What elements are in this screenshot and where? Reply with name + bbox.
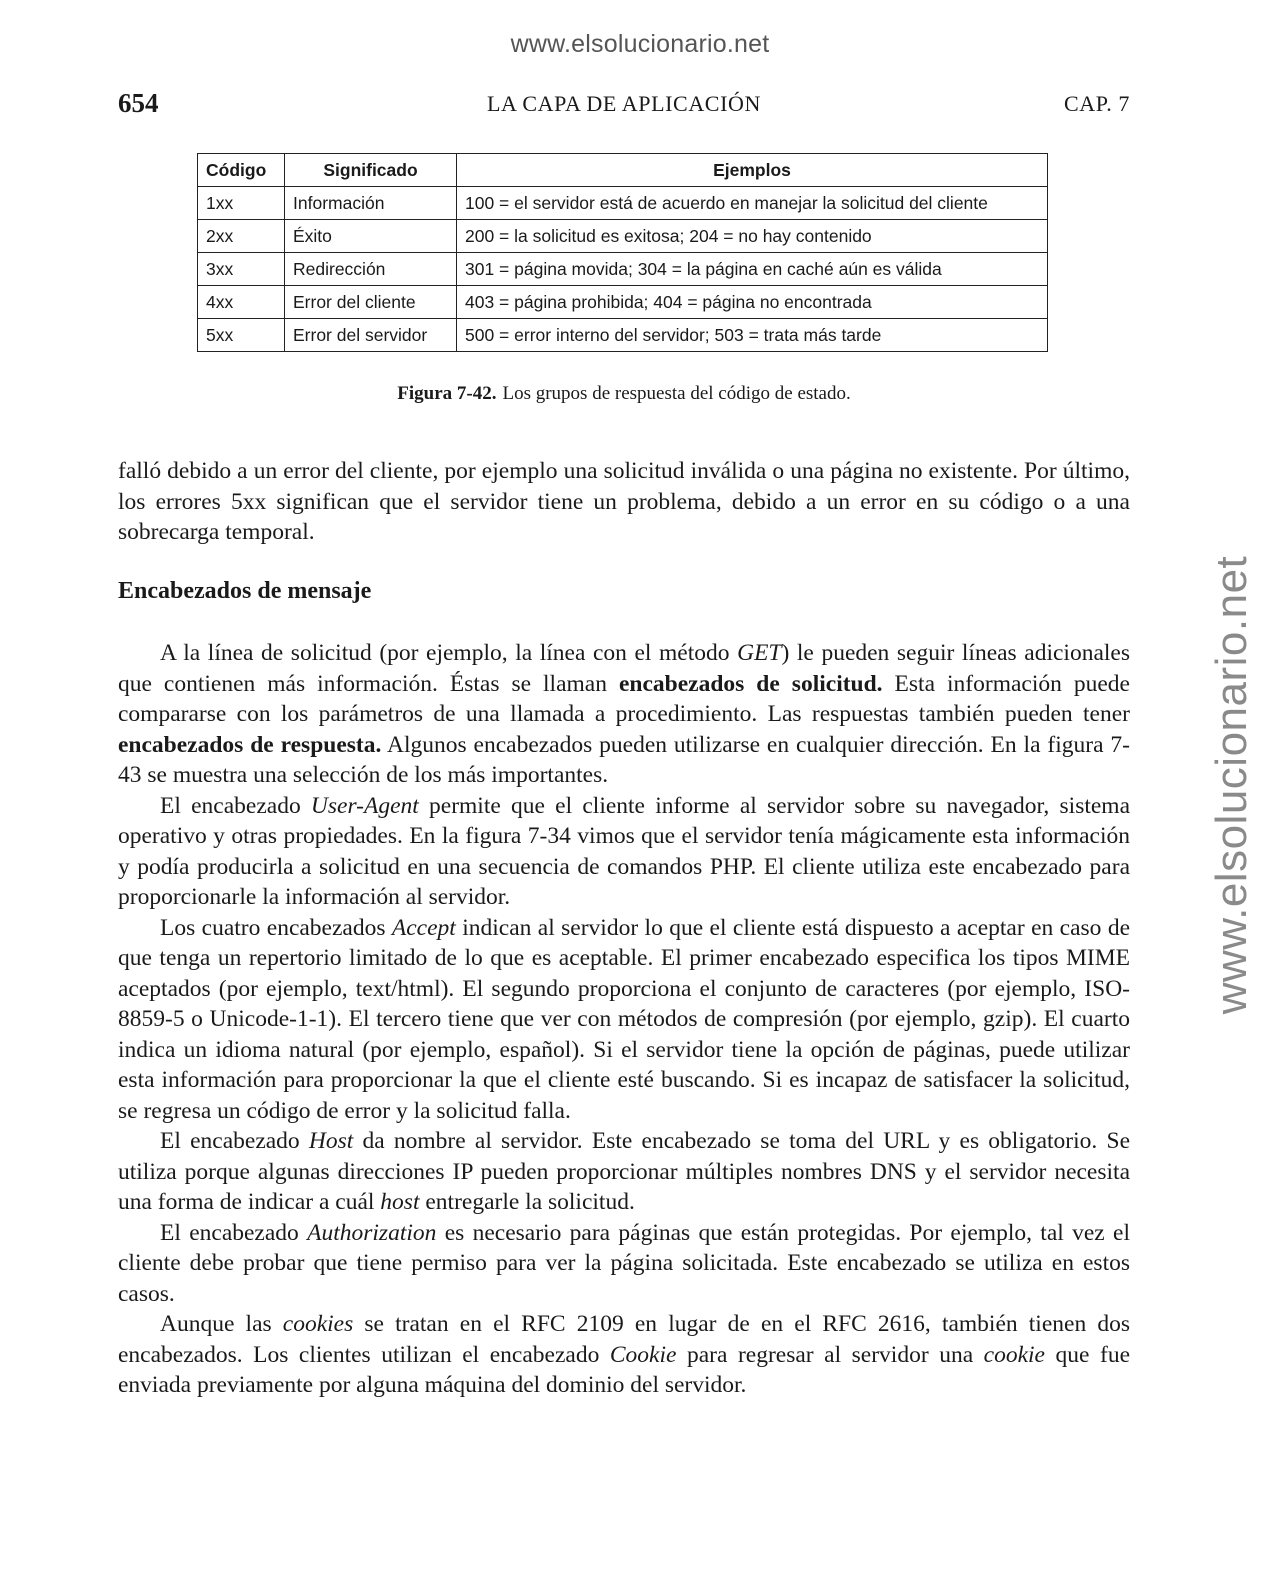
chapter-title: LA CAPA DE APLICACIÓN <box>486 91 761 116</box>
paragraph-request-headers: A la línea de solicitud (por ejemplo, la línea con el método GET) le pueden seguir líneas adicionales que contienen más información. Éstas se llaman encabezados de solicitud. Esta información puede compararse con los parámetros de una llamada a procedimiento. Las respuestas también pueden tener encabezados de respuesta. Algunos encabezados pueden utilizarse en cualquier dirección. En la figura 7-43 se muestra una selección de los más importantes. <box>118 640 1130 788</box>
table-header-examples: Ejemplos <box>457 154 1048 187</box>
figure-caption <box>0 383 1248 405</box>
table-cell-code: 3xx <box>198 253 285 286</box>
section-heading: Encabezados de mensaje <box>118 578 372 604</box>
table-row <box>198 220 1048 253</box>
figure-caption-label: Figura 7-42. <box>397 383 497 404</box>
table-cell-meaning: Error del servidor <box>285 319 457 352</box>
table-cell-examples: 100 = el servidor está de acuerdo en manejar la solicitud del cliente <box>457 187 1048 220</box>
running-head <box>118 88 1130 124</box>
chapter-label: CAP. 7 <box>1064 91 1130 116</box>
body-text-block <box>118 638 1130 1401</box>
table-cell-code: 4xx <box>198 286 285 319</box>
table-header-code: Código <box>198 154 285 187</box>
page-number: 654 <box>118 88 159 118</box>
table-cell-code: 1xx <box>198 187 285 220</box>
table-header-row <box>198 154 1048 187</box>
table-cell-examples: 301 = página movida; 304 = la página en caché aún es válida <box>457 253 1048 286</box>
paragraph-authorization: El encabezado Authorization es necesario para páginas que están protegidas. Por ejemplo, tal vez el cliente debe probar que tiene permiso para ver la página solicitada. Este encabezado se utiliza en estos casos. <box>118 1219 1130 1307</box>
table-cell-meaning: Error del cliente <box>285 286 457 319</box>
intro-paragraph: falló debido a un error del cliente, por ejemplo una solicitud inválida o una página no existente. Por último, los errores 5xx significan que el servidor tiene un problema, debido a un error en su código o a una sobrecarga temporal. <box>118 458 1130 545</box>
paragraph-host: El encabezado Host da nombre al servidor. Este encabezado se toma del URL y es obligatorio. Se utiliza porque algunas direcciones IP pueden proporcionar múltiples nombres DNS y el servidor necesita una forma de indicar a cuál host entregarle la solicitud. <box>118 1128 1130 1215</box>
table-cell-meaning: Información <box>285 187 457 220</box>
watermark-top: www.elsolucionario.net <box>510 30 770 58</box>
intro-text-block <box>118 456 1130 548</box>
table-row <box>198 286 1048 319</box>
table-cell-examples: 500 = error interno del servidor; 503 = trata más tarde <box>457 319 1048 352</box>
paragraph-accept: Los cuatro encabezados Accept indican al servidor lo que el cliente está dispuesto a aceptar en caso de que tenga un repertorio limitado de lo que es aceptable. El primer encabezado especifica los tipos MIME aceptados (por ejemplo, text/html). El segundo proporciona el conjunto de caracteres (por ejemplo, ISO-8859-5 o Unicode-1-1). El tercero tiene que ver con métodos de compresión (por ejemplo, gzip). El cuarto indica un idioma natural (por ejemplo, español). Si el servidor tiene la opción de páginas, puede utilizar esta información para proporcionar la que el cliente esté buscando. Si es incapaz de satisfacer la solicitud, se regresa un código de error y la solicitud falla. <box>118 914 1130 1124</box>
table-cell-meaning: Éxito <box>285 220 457 253</box>
figure-caption-text: Los grupos de respuesta del código de estado. <box>502 383 851 404</box>
table-header-meaning: Significado <box>285 154 457 187</box>
table-cell-examples: 403 = página prohibida; 404 = página no encontrada <box>457 286 1048 319</box>
table-row <box>198 187 1048 220</box>
table-cell-meaning: Redirección <box>285 253 457 286</box>
table-cell-code: 5xx <box>198 319 285 352</box>
watermark-side: www.elsolucionario.net <box>1207 555 1256 1015</box>
table-row <box>198 319 1048 352</box>
table-cell-code: 2xx <box>198 220 285 253</box>
table-cell-examples: 200 = la solicitud es exitosa; 204 = no hay contenido <box>457 220 1048 253</box>
table-row <box>198 253 1048 286</box>
status-code-table <box>197 153 1048 352</box>
paragraph-cookies: Aunque las cookies se tratan en el RFC 2109 en lugar de en el RFC 2616, también tienen dos encabezados. Los clientes utilizan el encabezado Cookie para regresar al servidor una cookie que fue enviada previamente por alguna máquina del dominio del servidor. <box>118 1311 1131 1398</box>
paragraph-user-agent: El encabezado User-Agent permite que el cliente informe al servidor sobre su navegador, sistema operativo y otras propiedades. En la figura 7-34 vimos que el servidor tenía mágicamente esta información y podía producirla a solicitud en una secuencia de comandos PHP. El cliente utiliza este encabezado para proporcionarle la información al servidor. <box>118 792 1131 910</box>
